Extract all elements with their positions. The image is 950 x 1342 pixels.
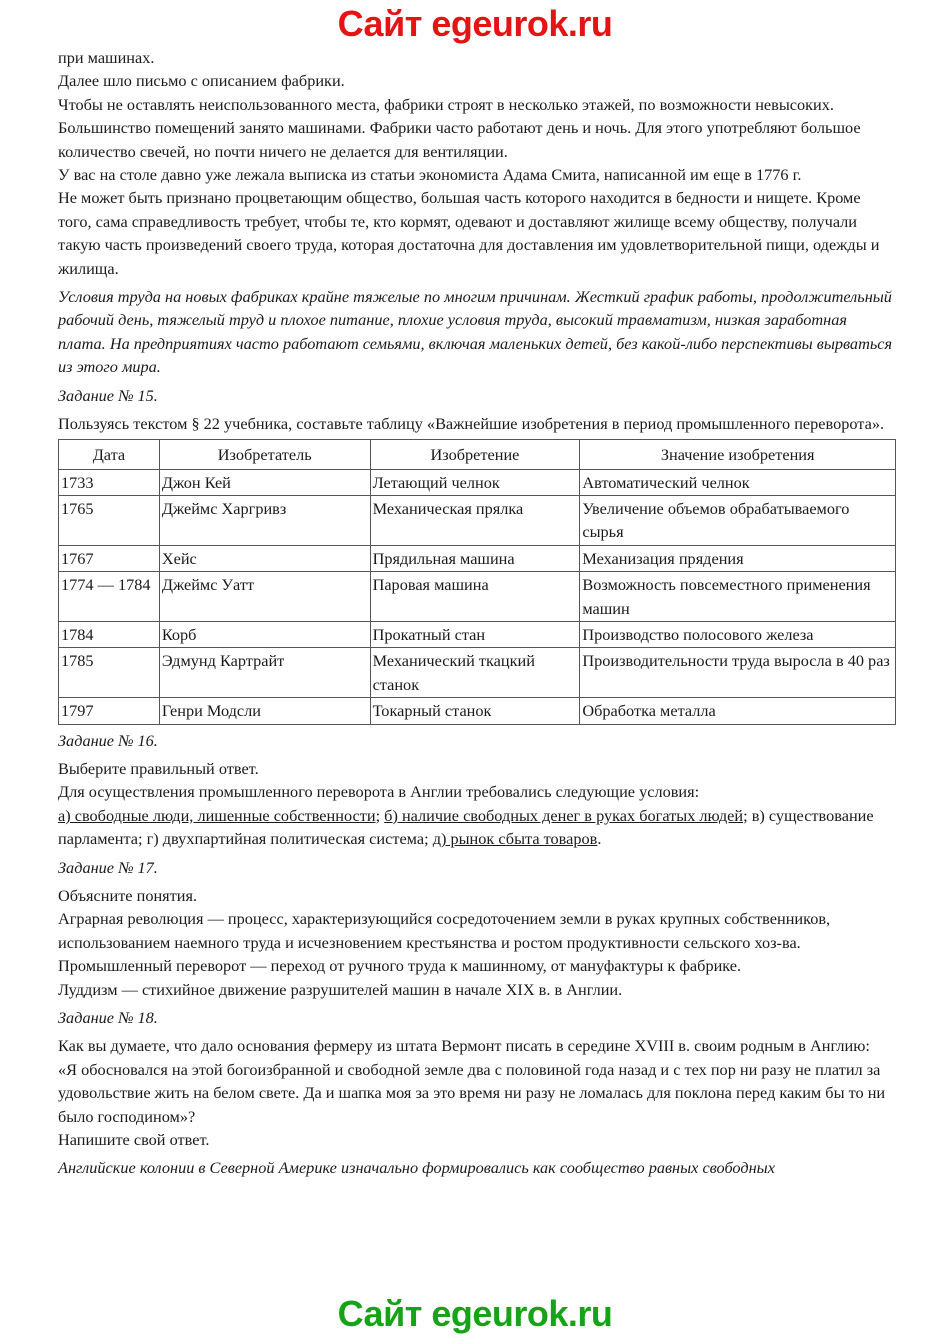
cell-significance: Обработка металла [580, 698, 896, 724]
definition: Луддизм — стихийное движение разрушителей машин в начале XIX в. в Англии. [58, 979, 623, 999]
options-end: . [597, 829, 602, 849]
table-header-row [59, 439, 896, 469]
cell-invention: Токарный станок [370, 698, 580, 724]
cell-inventor: Джеймс Уатт [159, 572, 370, 622]
task-18-quote: «Я обосновался на этой богоизбранной и свободной земле два с половиной года назад и с тех пор ни разу не платил за удовольствие жить на белом свете. Да и шапка моя за это время ни разу не ломалась для поклона перед каким бы то ни было господином»? [58, 1059, 886, 1126]
task-18-heading: Задание № 18. [58, 1008, 158, 1028]
task-18-instruction: Напишите свой ответ. [58, 1130, 210, 1150]
task-17-heading: Задание № 17. [58, 857, 158, 877]
cell-inventor: Джеймс Харгривз [159, 495, 370, 545]
table-row [59, 648, 896, 698]
task-15-heading: Задание № 15. [58, 385, 158, 405]
inventions-table [58, 439, 896, 725]
site-banner-top: Сайт egeurok.ru [337, 3, 613, 44]
cell-date: 1733 [59, 469, 160, 495]
site-banner-bottom: Сайт egeurok.ru [337, 1293, 613, 1334]
task-15-prompt: Пользуясь текстом § 22 учебника, составьте таблицу «Важнейшие изобретения в период промышленного переворота». [58, 414, 885, 434]
definition: Промышленный переворот — переход от ручного труда к машинному, от мануфактуры к фабрике. [58, 956, 742, 976]
cell-inventor: Корб [159, 621, 370, 647]
cell-significance: Механизация прядения [580, 545, 896, 571]
cell-significance: Производительности труда выросла в 40 раз [580, 648, 896, 698]
cell-invention: Прокатный стан [370, 621, 580, 647]
intro-line: Далее шло письмо с описанием фабрики. [58, 71, 345, 91]
table-row [59, 545, 896, 571]
cell-significance: Возможность повсеместного применения машин [580, 572, 896, 622]
task-18-question: Как вы думаете, что дало основания фермеру из штата Вермонт писать в середине XVIII в. своим родным в Англию: [58, 1036, 870, 1056]
header-invention: Изобретение [370, 439, 580, 469]
task-16-instruction: Выберите правильный ответ. [58, 758, 259, 778]
cell-invention: Летающий челнок [370, 469, 580, 495]
cell-inventor: Эдмунд Картрайт [159, 648, 370, 698]
header-inventor: Изобретатель [159, 439, 370, 469]
task-16-options [58, 804, 898, 851]
option-b-selected: б) наличие свободных денег в руках богатых людей [384, 805, 744, 825]
answer-14: Условия труда на новых фабриках крайне тяжелые по многим причинам. Жесткий график работы, продолжительный рабочий день, тяжелый труд и плохое питание, плохие условия труда, высокий травматизм, низкая заработная плата. На предприятиях часто работают семьями, включая маленьких детей, без какой-либо перспективы вырваться из этого мира. [58, 287, 893, 377]
cell-significance: Производство полосового железа [580, 621, 896, 647]
cell-invention: Механический ткацкий станок [370, 648, 580, 698]
cell-significance: Увеличение объемов обрабатываемого сырья [580, 495, 896, 545]
cell-inventor: Хейс [159, 545, 370, 571]
cell-date: 1765 [59, 495, 160, 545]
task-18-answer: Английские колонии в Северной Америке изначально формировались как сообщество равных свободных [58, 1158, 775, 1178]
cell-inventor: Джон Кей [159, 469, 370, 495]
cell-significance: Автоматический челнок [580, 469, 896, 495]
table-row [59, 698, 896, 724]
option-d-selected: д) рынок сбыта товаров [432, 829, 598, 849]
option-a-selected: а) свободные люди, лишенные собственности [58, 805, 376, 825]
header-significance: Значение изобретения [580, 439, 896, 469]
task-17-instruction: Объясните понятия. [58, 886, 198, 905]
cell-invention: Паровая машина [370, 572, 580, 622]
cell-date: 1774 — 1784 [59, 572, 160, 622]
option-separator: ; [375, 805, 385, 825]
cell-inventor: Генри Модсли [159, 698, 370, 724]
table-row [59, 572, 896, 622]
cell-date: 1767 [59, 545, 160, 571]
table-row [59, 621, 896, 647]
factory-description: Чтобы не оставлять неиспользованного места, фабрики строят в несколько этажей, по возможности невысоких. Большинство помещений занято машинами. Фабрики часто работают день и ночь. Для этого употребляют большое количество свечей, но почти ничего не делается для вентиляции. [58, 94, 861, 161]
document-body [58, 46, 898, 1180]
header-date: Дата [59, 439, 160, 469]
smith-quote: Не может быть признано процветающим общество, большая часть которого находится в бедности и нищете. Кроме того, сама справедливость требует, чтобы те, кто кормят, одевают и доставляют жилище всему обществу, получали такую часть произведений своего труда, которая достаточна для доставления им удовлетворительной пищи, одежды и жилища. [58, 188, 880, 278]
cell-invention: Прядильная машина [370, 545, 580, 571]
table-row [59, 469, 896, 495]
cell-date: 1785 [59, 648, 160, 698]
definition: Аграрная революция — процесс, характеризующийся сосредоточением земли в руках крупных собственников, использованием наемного труда и исчезновением крестьянства и ростом продуктивности сельского хоз-ва. [58, 909, 831, 952]
options-v-g: ; в) существование парламента; г) двухпартийная политическая система; [58, 805, 874, 849]
cell-invention: Механическая прялка [370, 495, 580, 545]
task-16-question: Для осуществления промышленного переворота в Англии требовались следующие условия: [58, 782, 700, 802]
task-16-heading: Задание № 16. [58, 730, 158, 750]
intro-line: при машинах. [58, 48, 155, 67]
table-row [59, 495, 896, 545]
cell-date: 1784 [59, 621, 160, 647]
smith-intro: У вас на столе давно уже лежала выписка из статьи экономиста Адама Смита, написанной им еще в 1776 г. [58, 165, 802, 185]
cell-date: 1797 [59, 698, 160, 724]
